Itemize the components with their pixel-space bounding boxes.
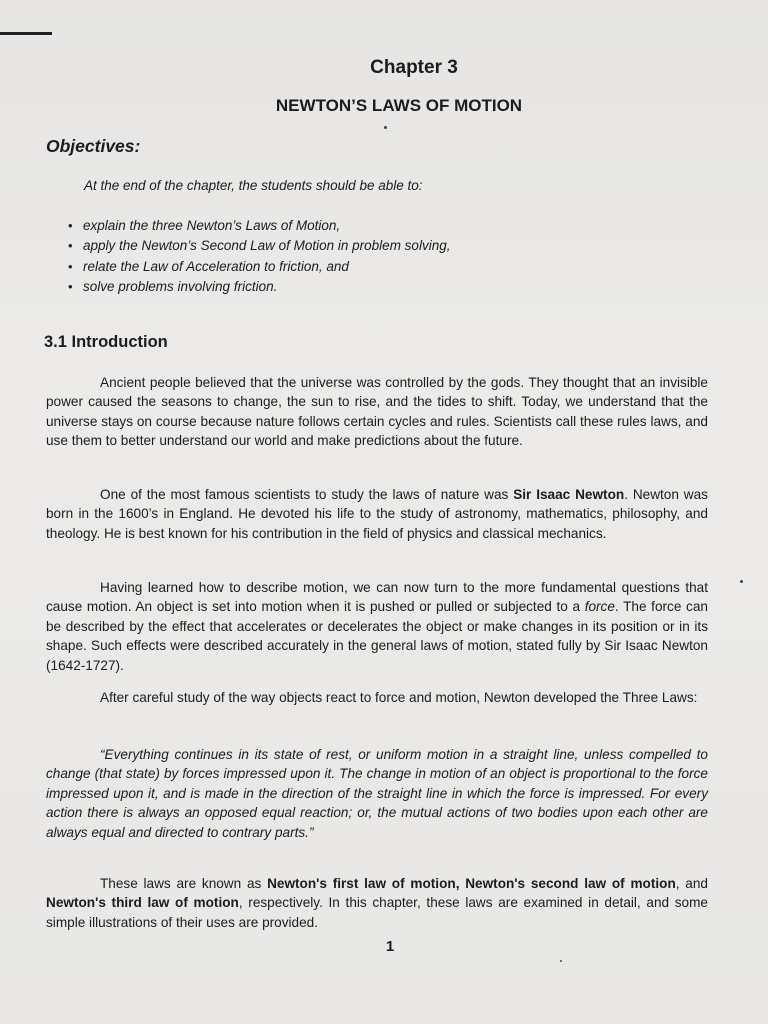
objective-text: solve problems involving friction. bbox=[83, 278, 278, 294]
section-heading: 3.1 Introduction bbox=[44, 333, 168, 351]
chapter-label: Chapter 3 bbox=[370, 57, 458, 78]
objective-text: apply the Newton’s Second Law of Motion in problem solving, bbox=[83, 238, 451, 254]
paper-speck bbox=[740, 580, 743, 583]
objectives-heading: Objectives: bbox=[46, 136, 141, 156]
page-number: 1 bbox=[385, 938, 395, 955]
chapter-title: NEWTON’S LAWS OF MOTION bbox=[275, 96, 523, 115]
list-item bbox=[68, 277, 450, 297]
paper-speck bbox=[560, 960, 562, 962]
paragraph-text: , respectively. In this chapter, these laws are examined in detail, and some simple illustrations of their uses are provided. bbox=[46, 895, 708, 930]
paragraph-intro: Ancient people believed that the universe was controlled by the gods. They thought that an invisible power caused the seasons to change, the sun to rise, and the tides to shift. Today, we understand that the universe stays on course because nature follows certain cycles and rules. Scientists call these rules laws, and use them to better understand our world and make predictions about the future. bbox=[46, 375, 708, 449]
newton-quote: “Everything continues in its state of rest, or uniform motion in a straight line, unless compelled to change (that state) by forces impressed upon it. The change in motion of an object is proportional to the force impressed upon it, and is made in the direction of the straight line in which the force is impressed. For every action there is always an opposed equal reaction; or, the mutual actions of two bodies upon each other are always equal and directed to contrary parts.” bbox=[46, 747, 708, 840]
list-item bbox=[68, 216, 450, 236]
paragraph-laws-named bbox=[46, 874, 708, 932]
bold-name: Sir Isaac Newton bbox=[513, 487, 625, 502]
paragraph-text: Having learned how to describe motion, we can now turn to the more fundamental questions that cause motion. An object is set into motion when it is pushed or pulled or subjected to a bbox=[46, 580, 708, 615]
bullet-icon: • bbox=[68, 278, 73, 294]
objective-text: relate the Law of Acceleration to friction, and bbox=[83, 258, 349, 274]
bullet-icon: • bbox=[68, 258, 73, 274]
objectives-list bbox=[68, 216, 450, 297]
objective-text: explain the three Newton’s Laws of Motion, bbox=[83, 218, 341, 233]
paragraph-text: One of the most famous scientists to study the laws of nature was bbox=[100, 487, 514, 502]
bullet-icon: • bbox=[68, 238, 73, 254]
edge-mark bbox=[0, 32, 52, 35]
bold-law-names: Newton's first law of motion, Newton's second law of motion bbox=[267, 876, 676, 891]
paragraph-three-laws: After careful study of the way objects react to force and motion, Newton developed the Three Laws: bbox=[100, 690, 698, 705]
bullet-icon: • bbox=[68, 218, 73, 233]
list-item bbox=[68, 257, 450, 277]
paragraph-text: , and bbox=[675, 876, 708, 891]
paragraph-text: . Newton was born in the 1600’s in England. He devoted his life to the study of astronomy, mathematics, philosophy, and theology. He is best known for his contribution in the field of physics and classical mechanics. bbox=[46, 487, 708, 541]
bold-law-name: Newton's third law of motion bbox=[46, 895, 239, 911]
paragraph-newton bbox=[46, 485, 708, 543]
objectives-intro: At the end of the chapter, the students should be able to: bbox=[84, 178, 423, 193]
list-item bbox=[68, 236, 450, 256]
paper-speck bbox=[384, 126, 387, 129]
paragraph-text: These laws are known as bbox=[100, 876, 268, 891]
italic-term: force bbox=[584, 599, 615, 615]
paragraph-force bbox=[46, 578, 708, 675]
paragraph-text: . The force can be described by the effect that accelerates or decelerates the object or make changes in its position or in its shape. Such effects were described accurately in the general laws of motion, stated fully by Sir Isaac Newton (1642-1727). bbox=[46, 599, 708, 673]
